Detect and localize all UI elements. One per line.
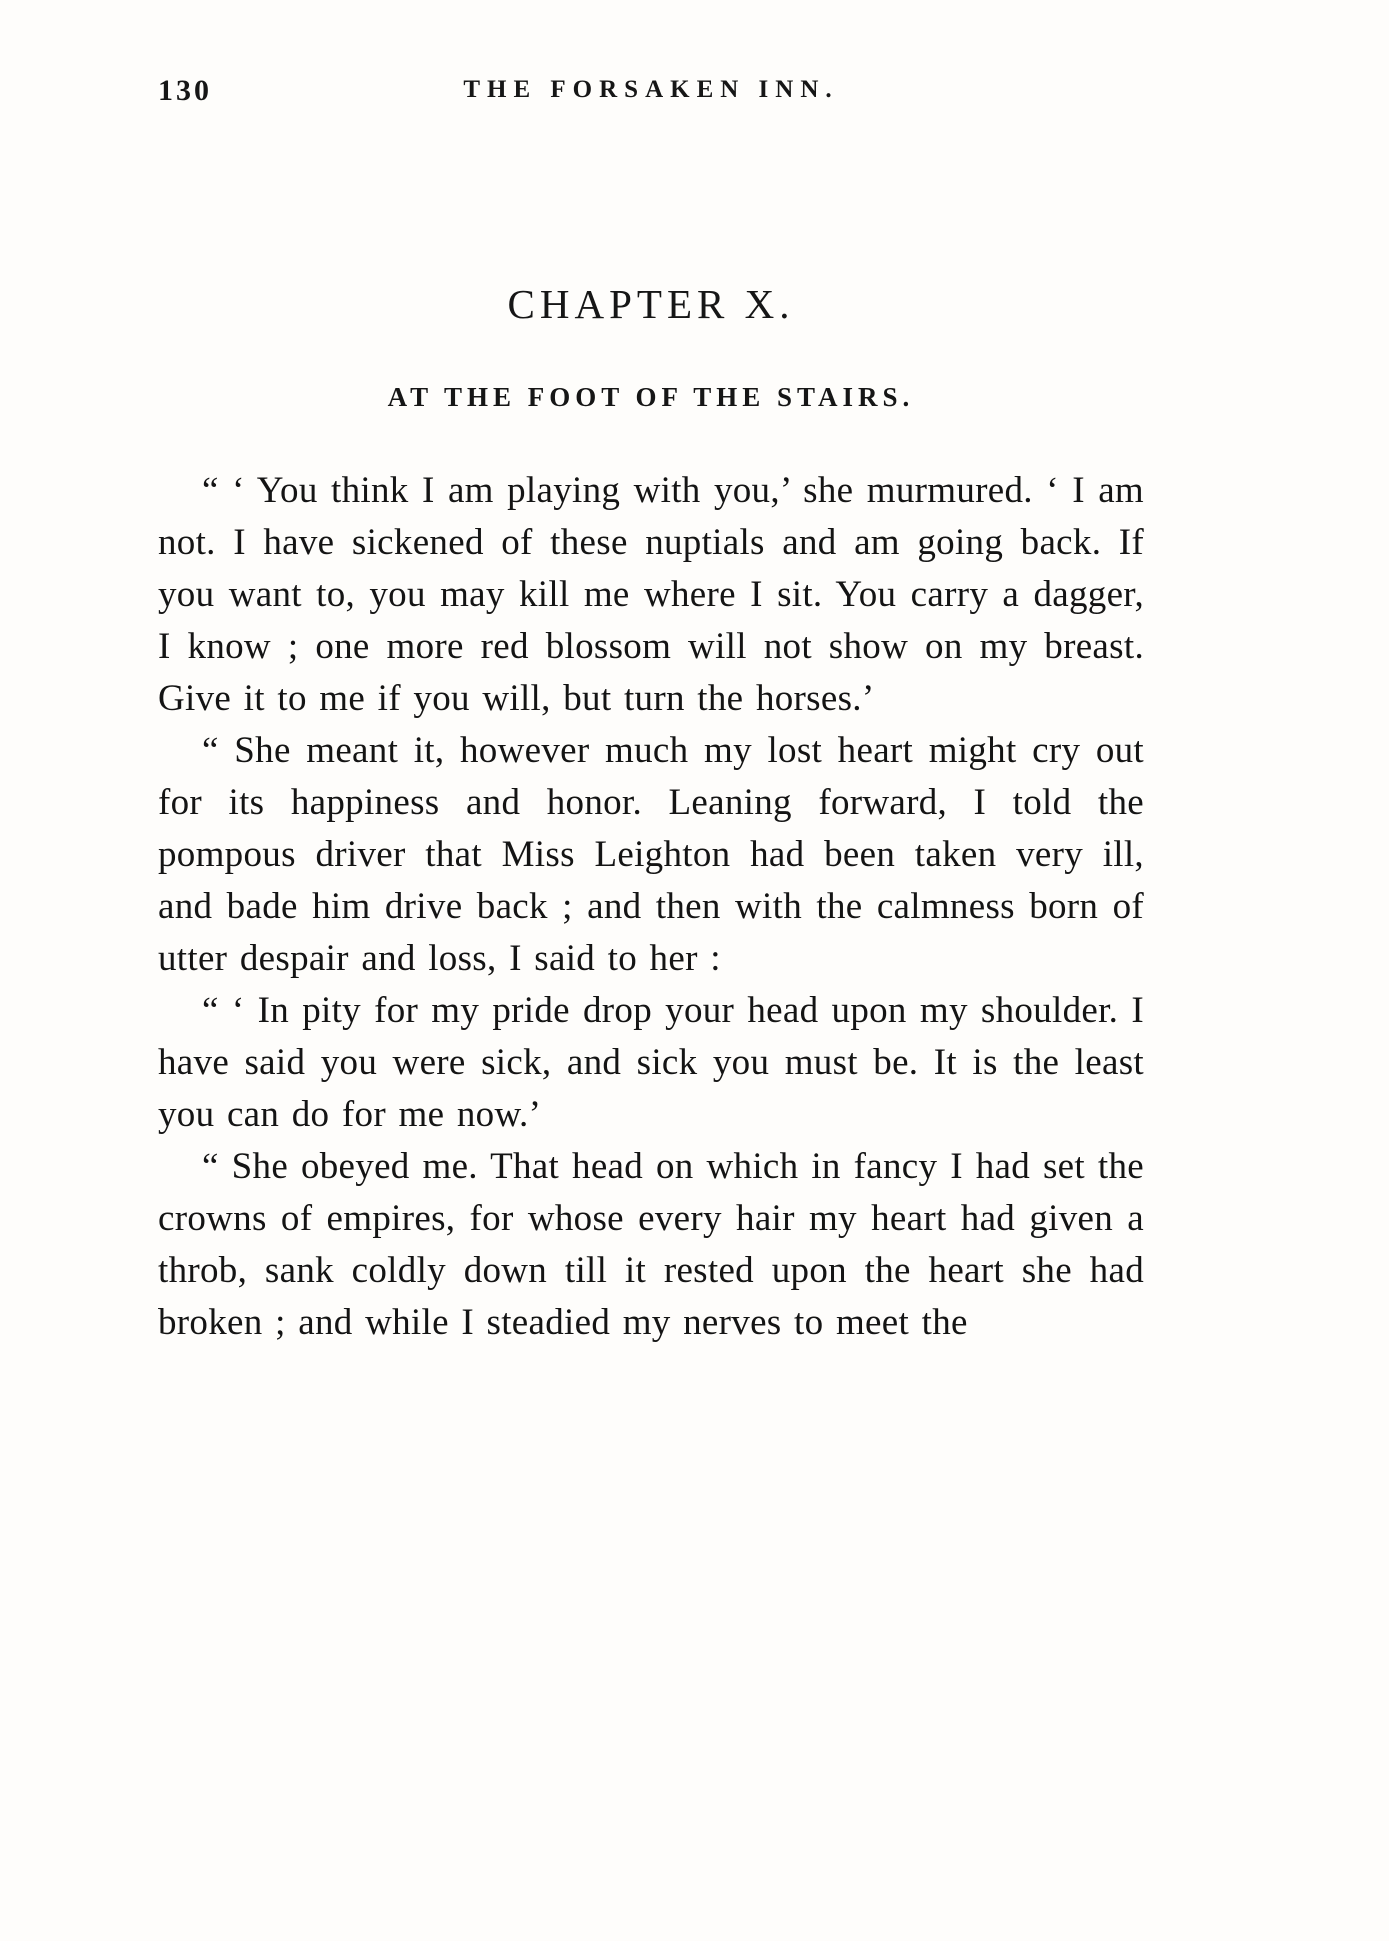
page-number: 130 [158,74,212,107]
paragraph: “ ‘ You think I am playing with you,’ she murmured. ‘ I am not. I have sickened of these nuptials and am going back. If you want to, you may kill me where I sit. You carry a dagger, I know ; one more red blossom will not show on my breast. Give it to me if you will, but turn the horses.’ [158,470,1144,719]
text-column [158,72,1144,1349]
paragraph: “ She obeyed me. That head on which in fancy I had set the crowns of empires, for whose every hair my heart had given a throb, sank coldly down till it rested upon the heart she had broken ; and while I steadied my nerves to meet the [158,1146,1144,1343]
page-body [158,465,1144,1349]
running-title: THE FORSAKEN INN. [463,76,839,103]
paragraph: “ She meant it, however much my lost heart might cry out for its happiness and honor. Leaning forward, I told the pompous driver that Miss Leighton had been taken very ill, and bade him drive back ; and then with the calmness born of utter despair and loss, I said to her : [158,730,1144,979]
running-head [158,72,1144,112]
chapter-heading: CHAPTER X. [507,281,795,327]
section-heading: AT THE FOOT OF THE STAIRS. [387,382,915,412]
paragraph: “ ‘ In pity for my pride drop your head upon my shoulder. I have said you were sick, and sick you must be. It is the least you can do for me now.’ [158,990,1144,1135]
